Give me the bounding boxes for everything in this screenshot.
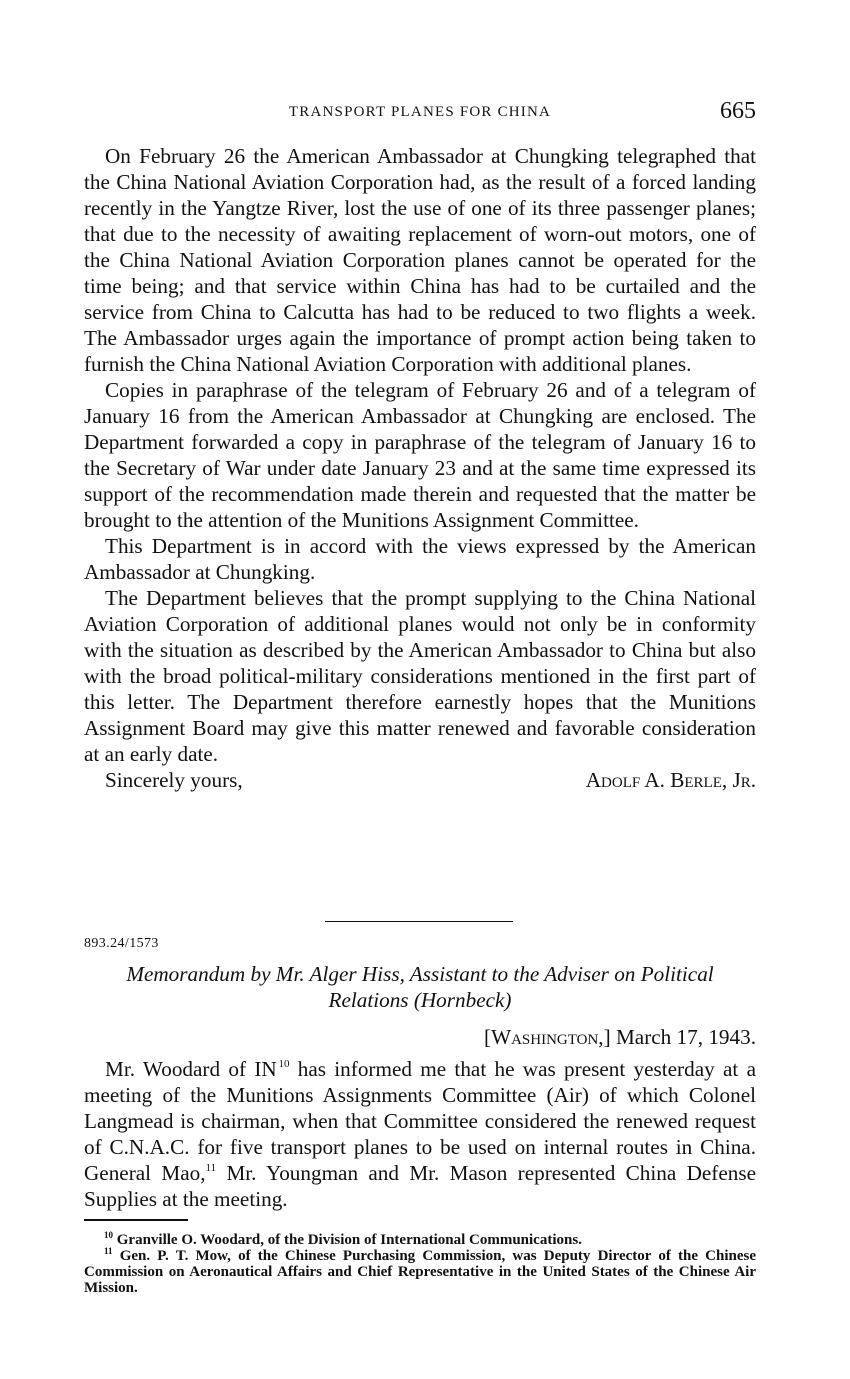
- signature: Adolf A. Berle, Jr.: [585, 768, 756, 792]
- footnotes: [84, 1232, 756, 1296]
- file-number: 893.24/1573: [84, 936, 159, 951]
- memo-paragraph-1: [84, 1056, 756, 1212]
- footnote-11: [84, 1248, 756, 1296]
- letter-paragraph-2: Copies in paraphrase of the telegram of February 26 and of a telegram of January 16 from the American Ambassador at Chungking are enclosed. The Department forwarded a copy in paraphrase of the telegram of January 16 to the Secretary of War under date January 23 and at the same time expressed its support of the recommendation made therein and requested that the matter be brought to the attention of the Munitions Assignment Committee.: [84, 378, 756, 532]
- memo-body: [84, 1056, 756, 1212]
- letter-body: [84, 143, 756, 793]
- running-title: TRANSPORT PLANES FOR CHINA: [288, 104, 552, 120]
- page-number: 665: [720, 98, 756, 124]
- footnote-10-text: Granville O. Woodard, of the Division of International Communications.: [116, 1232, 582, 1248]
- letter-paragraph-3: This Department is in accord with the views expressed by the American Ambassador at Chungking.: [84, 534, 756, 584]
- memo-dateline: [84, 1024, 756, 1050]
- memo-title: Memorandum by Mr. Alger Hiss, Assistant to the Adviser on Political Relations (Hornbeck): [126, 962, 714, 1012]
- footnote-ref-10: 10: [278, 1058, 290, 1070]
- letter-closing: [84, 767, 756, 793]
- footnote-divider: [84, 1219, 188, 1221]
- memo-place: [Washington,]: [484, 1025, 611, 1049]
- footnote-marker-10: 10: [104, 1230, 113, 1240]
- letter-paragraph-4: The Department believes that the prompt supplying to the China National Aviation Corporation of additional planes would not only be in conformity with the situation as described by the American Ambassador to China but also with the broad political-military considerations mentioned in the first part of this letter. The Department therefore earnestly hopes that the Munitions Assignment Board may give this matter renewed and favorable consideration at an early date.: [84, 586, 756, 766]
- memo-text-1: Mr. Woodard of IN: [105, 1057, 277, 1081]
- letter-paragraph-1: On February 26 the American Ambassador at Chungking telegraphed that the China National Aviation Corporation had, as the result of a forced landing recently in the Yangtze River, lost the use of one of its three passenger planes; that due to the necessity of awaiting replacement of worn-out motors, one of the China National Aviation Corporation planes cannot be operated for the time being; and that service within China has had to be curtailed and the service from China to Calcutta has had to be reduced to two flights a week. The Ambassador urges again the importance of prompt action being taken to furnish the China National Aviation Corporation with additional planes.: [84, 144, 756, 376]
- footnote-11-text: Gen. P. T. Mow, of the Chinese Purchasing Commission, was Deputy Director of the Chinese Commission on Aeronautical Affairs and Chief Representative in the United States of the Chinese Air Mission.: [84, 1248, 756, 1296]
- page-header: [84, 98, 756, 130]
- section-divider: [325, 921, 513, 922]
- footnote-marker-11: 11: [104, 1246, 113, 1256]
- footnote-ref-11: 11: [205, 1162, 217, 1174]
- footnote-10: [84, 1232, 756, 1248]
- memo-text-3: Mr. Youngman and Mr. Mason represented China Defense Supplies at the meeting.: [84, 1161, 757, 1211]
- closing-salutation: Sincerely yours,: [105, 768, 243, 792]
- memo-date: March 17, 1943.: [615, 1025, 756, 1049]
- memo-text-2: has informed me that he was present yesterday at a meeting of the Munitions Assignments Committee (Air) of which Colonel Langmead is chairman, when that Committee considered the renewed request of C.N.A.C. for five transport planes to be used on internal routes in China. General Mao,: [84, 1057, 756, 1185]
